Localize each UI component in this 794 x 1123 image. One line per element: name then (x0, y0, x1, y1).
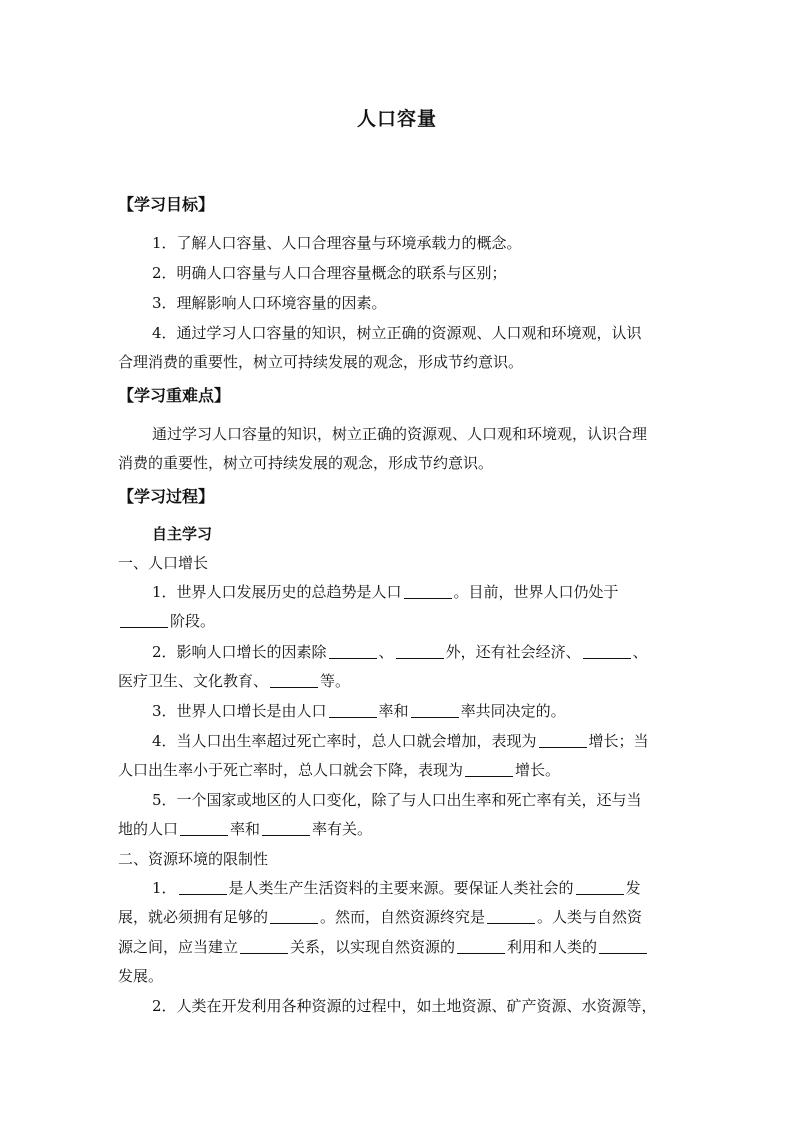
fill-blank[interactable] (180, 821, 228, 836)
fill-blank[interactable] (539, 733, 587, 748)
fill-blank[interactable] (576, 880, 624, 895)
question-line: 5．一个国家或地区的人口变化，除了与人口出生率和死亡率有关，还与当 (152, 791, 642, 809)
question-line: 阶段。 (118, 610, 215, 631)
fill-blank[interactable] (262, 821, 310, 836)
objective-item: 3．理解影响人口环境容量的因素。 (152, 294, 387, 312)
fill-blank[interactable] (411, 703, 459, 718)
question-line: 发展。 (118, 967, 164, 985)
question-line: 4．当人口出生率超过死亡率时，总人口就会增加，表现为 增长；当 (152, 732, 649, 750)
question-line: 人口出生率小于死亡率时，总人口就会下降，表现为 增长。 (118, 761, 561, 779)
section-heading-keypoints: 【学习重难点】 (118, 386, 231, 405)
fill-blank[interactable] (457, 939, 505, 954)
objective-item: 2．明确人口容量与人口合理容量概念的联系与区别； (152, 264, 507, 282)
fill-blank[interactable] (487, 909, 535, 924)
part1-heading: 一、人口增长 (118, 554, 209, 572)
self-study-heading: 自主学习 (152, 525, 213, 543)
question-line: 2．人类在开发利用各种资源的过程中，如土地资源、矿产资源、水资源等， (152, 997, 657, 1015)
question-line: 医疗卫生、文化教育、 等。 (118, 672, 351, 690)
objective-item-continued: 合理消费的重要性，树立可持续发展的观念，形成节约意识。 (118, 353, 524, 371)
part2-heading: 二、资源环境的限制性 (118, 850, 269, 868)
question-line: 2．影响人口增长的因素除 、 外，还有社会经济、 、 (152, 643, 648, 661)
keypoints-text: 通过学习人口容量的知识，树立正确的资源观、人口观和环境观，认识合理 (152, 425, 648, 443)
fill-blank[interactable] (240, 939, 288, 954)
fill-blank[interactable] (396, 644, 444, 659)
keypoints-text-continued: 消费的重要性，树立可持续发展的观念，形成节约意识。 (118, 454, 494, 472)
fill-blank[interactable] (120, 613, 168, 628)
fill-blank[interactable] (599, 939, 647, 954)
question-line: 展，就必须拥有足够的 。然而，自然资源终究是 。人类与自然资 (118, 908, 643, 926)
fill-blank[interactable] (270, 909, 318, 924)
question-line: 3．世界人口增长是由人口 率和 率共同决定的。 (152, 702, 566, 720)
fill-blank[interactable] (329, 644, 377, 659)
question-line: 1．世界人口发展历史的总趋势是人口 。目前，世界人口仍处于 (152, 583, 619, 601)
fill-blank[interactable] (583, 644, 631, 659)
question-line: 源之间，应当建立 关系，以实现自然资源的 利用和人类的 (118, 936, 649, 957)
question-line: 1． 是人类生产生活资料的主要来源。要保证人类社会的 发 (152, 879, 641, 897)
fill-blank[interactable] (404, 584, 452, 599)
section-heading-objectives: 【学习目标】 (118, 195, 215, 214)
section-heading-process: 【学习过程】 (118, 487, 215, 506)
question-line: 地的人口 率和 率有关。 (118, 820, 373, 838)
fill-blank[interactable] (179, 880, 227, 895)
fill-blank[interactable] (329, 703, 377, 718)
page-title: 人口容量 (356, 108, 437, 130)
fill-blank[interactable] (465, 762, 513, 777)
objective-item: 1．了解人口容量、人口合理容量与环境承载力的概念。 (152, 234, 522, 252)
objective-item: 4．通过学习人口容量的知识，树立正确的资源观、人口观和环境观，认识 (152, 324, 642, 342)
fill-blank[interactable] (270, 673, 318, 688)
